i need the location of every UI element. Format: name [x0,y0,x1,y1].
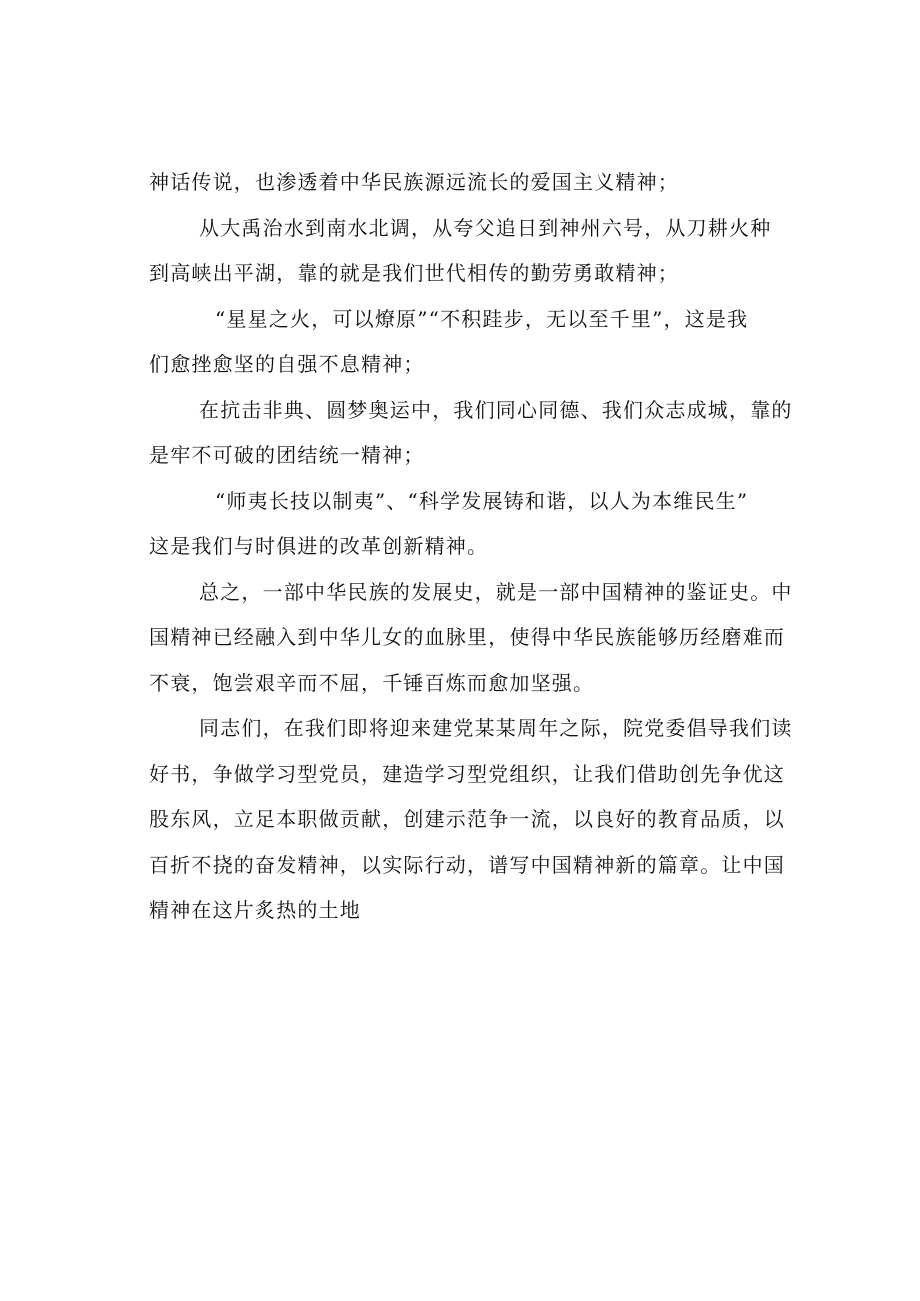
text-line: 总之，一部中华民族的发展史，就是一部中国精神的鉴证史。中 [199,579,793,604]
text-line: 好书，争做学习型党员，建造学习型党组织，让我们借助创先争优这 [149,761,785,786]
document-body [149,160,803,934]
text-line: 这是我们与时俱进的改革创新精神。 [149,534,489,558]
text-line: 从大禹治水到南水北调，从夸父追日到神州六号，从刀耕火种 [199,215,772,240]
text-line: 们愈挫愈坚的自强不息精神； [149,352,425,376]
text-line: 股东风，立足本职做贡献，创建示范争一流，以良好的教育品质，以 [149,807,785,831]
text-line: 百折不挠的奋发精神，以实际行动，谱写中国精神新的篇章。让中国 [149,852,785,877]
text-line: 精神在这片炙热的土地 [149,898,361,922]
text-line: 到高峡出平湖，靠的就是我们世代相传的勤劳勇敢精神； [149,261,679,285]
text-line: 在抗击非典、圆梦奥运中，我们同心同德、我们众志成城，靠的 [199,397,793,422]
text-line: “师夷长技以制夷”、“科学发展铸和谐，以人为本维民生” [215,488,749,513]
text-line: 不衰，饱尝艰辛而不屈，千锤百炼而愈加坚强。 [149,670,595,695]
text-line: 神话传说，也渗透着中华民族源远流长的爱国主义精神； [149,170,679,194]
text-line: 国精神已经融入到中华儿女的血脉里，使得中华民族能够历经磨难而 [149,625,785,649]
text-line: 同志们，在我们即将迎来建党某某周年之际，院党委倡导我们读 [199,716,793,740]
text-line: “星星之火，可以燎原”“不积跬步，无以至千里”，这是我 [215,306,749,331]
text-line: 是牢不可破的团结统一精神； [149,443,425,467]
